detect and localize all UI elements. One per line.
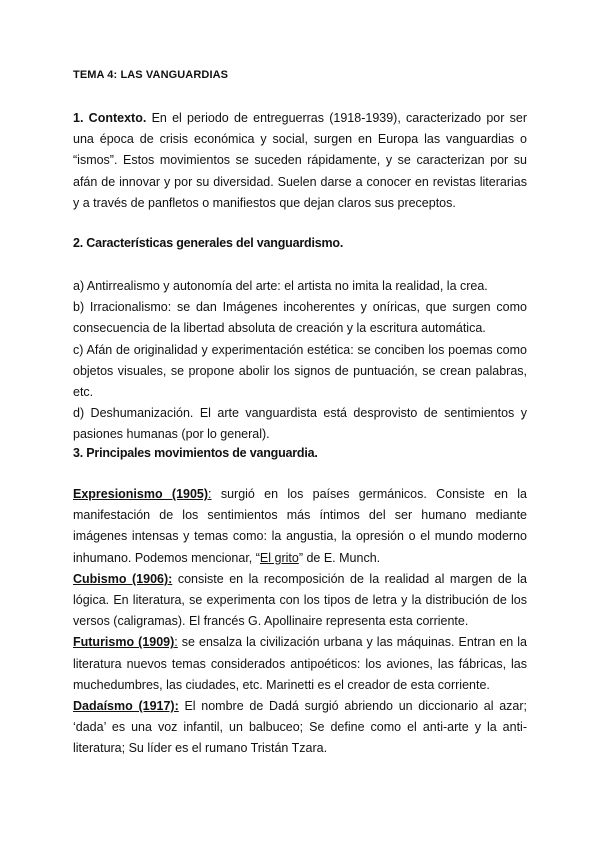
movement-text: surgió en los países germánicos. Consiste en la manifestación de los sentimientos más íntimos del ser humano mediante imágenes intensas y temas como: la angustia, la opresión o el mundo moderno inhumano. Podemos mencionar, “ [73, 487, 528, 565]
movement-colon: : [208, 487, 212, 501]
section-movements-heading: 3. Principales movimientos de vanguardia. [73, 446, 318, 460]
movement-colon: : [174, 635, 178, 650]
movement-expresionismo [73, 484, 527, 569]
section-context [73, 108, 527, 214]
movement-name: Futurismo (1909) [73, 635, 175, 650]
movement-dadaismo [73, 696, 527, 760]
movement-cubismo [73, 569, 527, 633]
movement-name: Expresionismo (1905) [73, 487, 209, 501]
characteristics-list [73, 276, 527, 446]
movement-text: El nombre de Dadá surgió abriendo un diccionario al azar; ‘dada’ es una voz infantil, un balbuceo; Se define como el anti-arte y la anti-literatura; Su líder es el rumano Tristán Tzara. [73, 699, 527, 756]
artwork-link: El grito [259, 550, 299, 565]
document-title: TEMA 4: LAS VANGUARDIAS [73, 69, 229, 81]
movement-futurismo [73, 632, 527, 696]
movement-text: consiste en la recomposición de la realidad al margen de la lógica. En literatura, se experimenta con los tipos de letra y la distribución de los versos (caligramas). El francés G. Apollinaire representa esta corriente. [73, 571, 527, 629]
movement-text: se ensalza la civilización urbana y las máquinas. Entran en la literatura nuevos temas considerados antipoéticos: los aviones, las fábricas, las muchedumbres, las ciudades, etc. Marinetti es el creador de esta corriente. [73, 635, 527, 692]
section-context-text: En el periodo de entreguerras (1918-1939), caracterizado por ser una época de crisis económica y social, surgen en Europa las vanguardias o “ismos”. Estos movimientos se suceden rápidamente, y se caracterizan por su afán de innovar y por su diversidad. Suelen darse a conocer en revistas literarias y a través de panfletos o manifiestos que dejan claros sus preceptos. [73, 111, 527, 210]
characteristic-item: c) Afán de originalidad y experimentación estética: se conciben los poemas como objetos visuales, se propone abolir los signos de puntuación, se crean palabras, etc. [73, 342, 527, 400]
movement-text-after: ” de E. Munch. [298, 550, 381, 565]
movement-name: Cubismo (1906): [73, 571, 173, 586]
section-context-heading: 1. Contexto. [73, 111, 147, 125]
section-characteristics-heading: 2. Características generales del vanguardismo. [73, 236, 344, 250]
movement-name: Dadaísmo (1917): [73, 699, 179, 714]
characteristic-item: d) Deshumanización. El arte vanguardista está desprovisto de sentimientos y pasiones humanas (por lo general). [73, 406, 527, 442]
characteristic-item: a) Antirrealismo y autonomía del arte: el artista no imita la realidad, la crea. [73, 279, 488, 293]
movements-list [73, 484, 527, 760]
characteristic-item: b) Irracionalismo: se dan Imágenes incoherentes y oníricas, que surgen como consecuencia de la libertad absoluta de creación y la escritura automática. [73, 300, 527, 336]
